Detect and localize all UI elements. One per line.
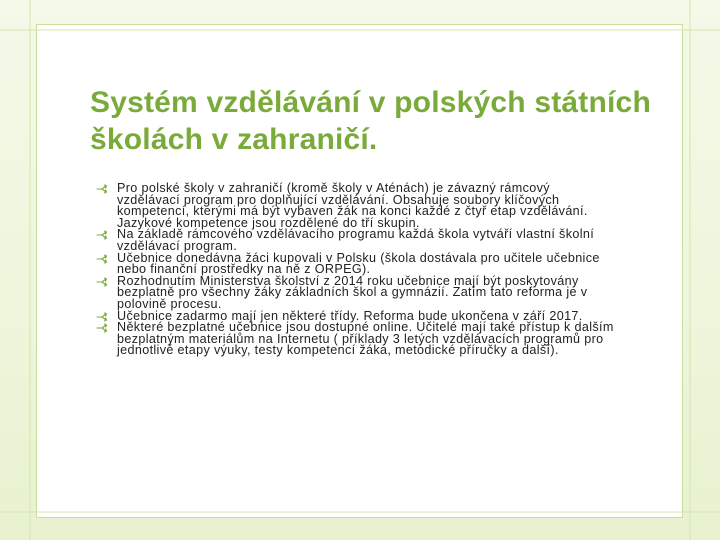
list-item xyxy=(96,273,616,311)
arrow-fork-icon xyxy=(96,323,108,333)
list-item xyxy=(96,250,616,277)
bullet-list xyxy=(96,183,616,357)
slide-title: Systém vzdělávání v polských státních školách v zahraničí. xyxy=(90,86,651,156)
bullet-text: Rozhodnutím Ministerstva školství z 2014 roku učebnice mají být poskytovány bezplatně pro všechny žáky základních škol a gymnázií. Zatím tato reforma je v polovině procesu. xyxy=(117,273,588,311)
bullet-text: Na základě rámcového vzdělávacího programu každá škola vytváří vlastní školní vzdělávací program. xyxy=(117,227,595,253)
bullet-text: Pro polské školy v zahraničí (kromě školy v Aténách) je závazný rámcový vzdělávací program pro doplňující vzdělávání. Obsahuje soubory klíčových kompetencí, kterými má být vybaven žák na konci každé z čtyř etap vzdělávání. Jazykové kompetence jsou rozdělené do tří skupin. xyxy=(117,181,588,230)
bullet-text: Učebnice zadarmo mají jen některé třídy. Reforma bude ukončena v září 2017. xyxy=(117,308,583,323)
arrow-fork-icon xyxy=(96,184,108,194)
bullet-text: Učebnice donedávna žáci kupovali v Polsku (škola dostávala pro učitele učebnice nebo finanční prostředky na ně z ORPEG). xyxy=(117,250,600,277)
arrow-fork-icon xyxy=(96,312,108,322)
arrow-fork-icon xyxy=(96,230,108,240)
list-item xyxy=(96,183,616,229)
arrow-fork-icon xyxy=(96,254,108,264)
list-item xyxy=(96,322,616,357)
arrow-fork-icon xyxy=(96,277,108,287)
bullet-text: Některé bezplatné učebnice jsou dostupné online. Učitelé mají také přístup k dalším bezplatným materiálům na Internetu ( příklady 3 letých vzdělávacích programů pro jednotlivé etapy výuky, testy kompetencí žáka, metodické příručky a další). xyxy=(117,320,614,358)
list-item xyxy=(96,229,616,252)
